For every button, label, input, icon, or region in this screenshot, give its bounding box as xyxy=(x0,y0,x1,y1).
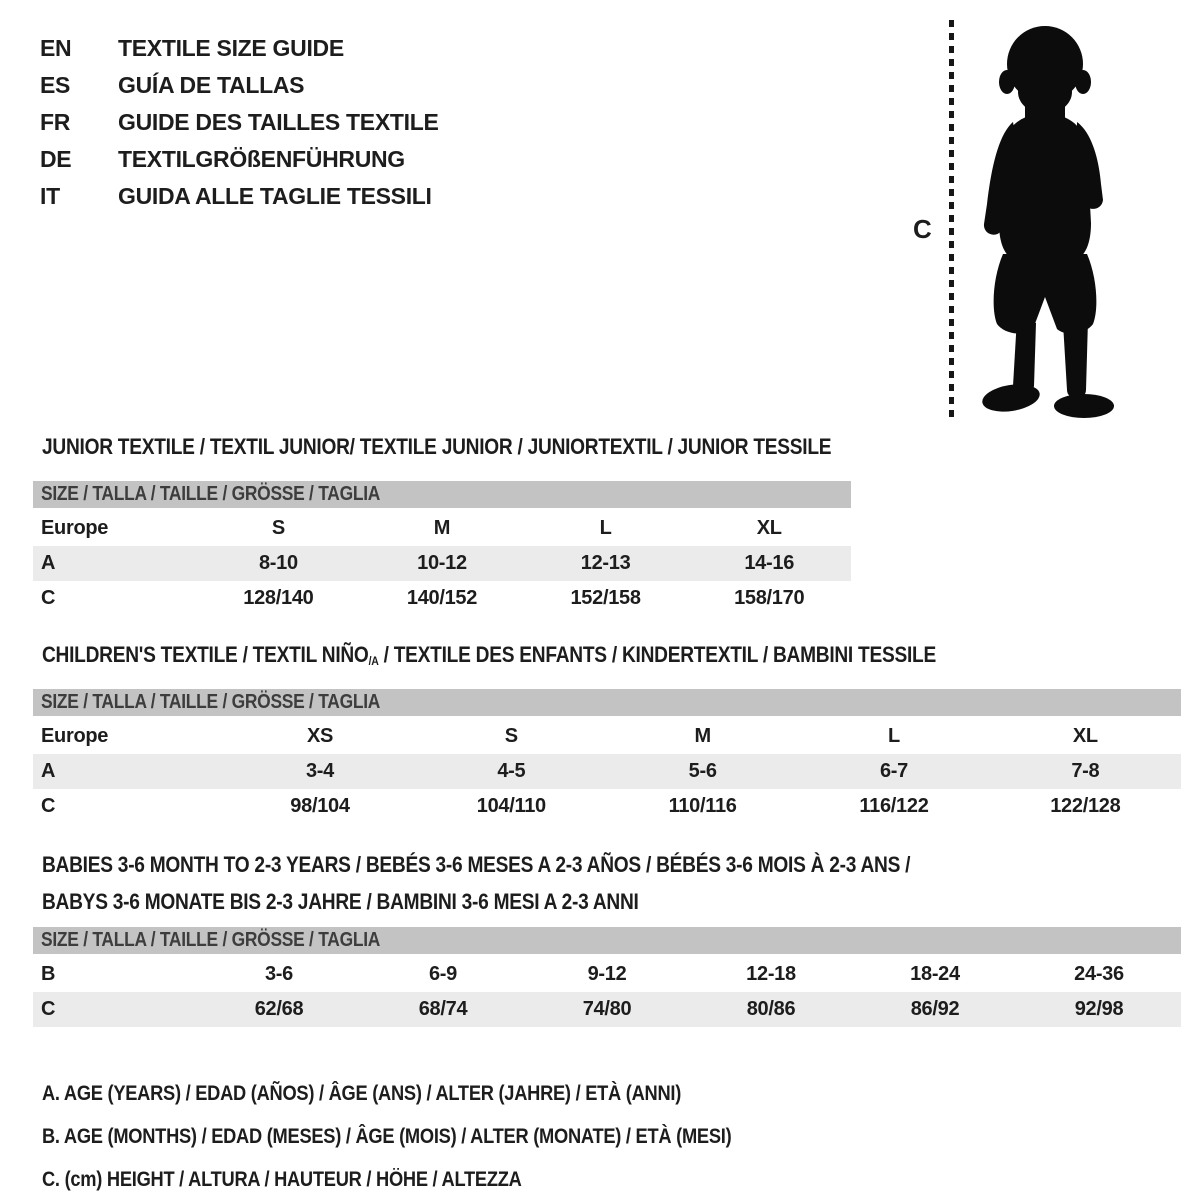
label-cell: Europe xyxy=(41,725,109,747)
size-header-text: SIZE / TALLA / TAILLE / GRÖSSE / TAGLIA xyxy=(41,691,381,713)
size-cell: XL xyxy=(756,517,782,539)
size-cell: 14-16 xyxy=(687,546,851,581)
children-title-subscript: /A xyxy=(368,654,379,669)
size-cell: 158/170 xyxy=(734,587,805,609)
size-cell: 104/110 xyxy=(476,795,546,817)
size-cell: 98/104 xyxy=(290,795,350,817)
label-cell: Europe xyxy=(41,517,109,539)
size-cell: 62/68 xyxy=(197,992,361,1027)
children-title-main: CHILDREN'S TEXTILE / TEXTIL NIÑO xyxy=(42,642,369,667)
language-title: GUIDE DES TAILLES TEXTILE xyxy=(118,109,439,135)
children-section-title-text xyxy=(42,643,936,673)
size-cell: 8-10 xyxy=(197,546,361,581)
legend-line-a-text: A. AGE (YEARS) / EDAD (AÑOS) / ÂGE (ANS) / ALTER (JAHRE) / ETÀ (ANNI) xyxy=(42,1082,682,1105)
language-row xyxy=(40,104,439,141)
label-cell: C xyxy=(41,795,56,817)
height-measure-label: C xyxy=(913,214,932,244)
size-cell: 110/116 xyxy=(668,795,737,817)
size-table-header-row xyxy=(33,689,1181,719)
label-cell: A xyxy=(33,754,224,789)
legend-line-a xyxy=(42,1072,834,1115)
size-cell: 128/140 xyxy=(243,587,314,609)
size-cell: M xyxy=(694,725,711,747)
size-cell: 7-8 xyxy=(990,754,1181,789)
legend-line-b-text: B. AGE (MONTHS) / EDAD (MESES) / ÂGE (MOIS) / ALTER (MONATE) / ETÀ (MESI) xyxy=(42,1125,732,1148)
size-cell: 6-9 xyxy=(428,963,457,985)
size-cell: 9-12 xyxy=(587,963,627,985)
language-code: DE xyxy=(40,146,72,172)
table-row-c xyxy=(33,992,1181,1027)
size-cell: 92/98 xyxy=(1017,992,1181,1027)
table-row-a xyxy=(33,754,1181,789)
junior-section-title-text: JUNIOR TEXTILE / TEXTIL JUNIOR/ TEXTILE JUNIOR / JUNIORTEXTIL / JUNIOR TESSILE xyxy=(42,434,832,459)
label-cell: A xyxy=(33,546,197,581)
measure-legend xyxy=(42,1072,834,1201)
size-header-cell xyxy=(33,481,851,511)
legend-line-c xyxy=(42,1158,834,1201)
size-cell: 122/128 xyxy=(1050,795,1121,817)
children-size-table xyxy=(33,689,1181,824)
language-row xyxy=(40,178,439,215)
babies-title-line1: BABIES 3-6 MONTH TO 2-3 YEARS / BEBÉS 3-6 MESES A 2-3 AÑOS / BÉBÉS 3-6 MOIS À 2-3 ANS / xyxy=(42,852,911,877)
size-cell: L xyxy=(599,517,612,539)
size-cell: 74/80 xyxy=(525,992,689,1027)
size-header-text: SIZE / TALLA / TAILLE / GRÖSSE / TAGLIA xyxy=(41,483,381,505)
language-title: GUÍA DE TALLAS xyxy=(118,72,305,98)
size-cell: 152/158 xyxy=(570,587,641,609)
children-section-title xyxy=(42,643,1070,673)
size-cell: 5-6 xyxy=(607,754,798,789)
size-cell: 68/74 xyxy=(361,992,525,1027)
label-cell: C xyxy=(41,587,56,609)
children-title-rest: / TEXTILE DES ENFANTS / KINDERTEXTIL / BAMBINI TESSILE xyxy=(378,642,936,667)
table-row-b xyxy=(33,957,1181,992)
size-cell: XS xyxy=(306,725,334,747)
babies-size-table xyxy=(33,927,1181,1027)
babies-section-title xyxy=(42,846,1040,920)
language-code: ES xyxy=(40,72,71,98)
legend-line-c-text: C. (cm) HEIGHT / ALTURA / HAUTEUR / HÖHE / ALTEZZA xyxy=(42,1168,522,1191)
language-code: IT xyxy=(40,183,60,209)
language-title-list xyxy=(40,30,439,215)
size-cell: 12-13 xyxy=(524,546,688,581)
table-row-a xyxy=(33,546,851,581)
size-cell: M xyxy=(433,517,451,539)
size-header-cell xyxy=(33,689,1181,719)
size-cell: 86/92 xyxy=(853,992,1017,1027)
size-cell: 18-24 xyxy=(910,963,960,985)
table-row-c xyxy=(33,789,1181,824)
table-row-europe xyxy=(33,719,1181,754)
junior-section-title xyxy=(42,435,949,459)
table-row-c xyxy=(33,581,851,616)
size-cell: 4-5 xyxy=(416,754,607,789)
language-title: TEXTILE SIZE GUIDE xyxy=(118,35,344,61)
size-cell: 140/152 xyxy=(406,587,478,609)
size-table-header-row xyxy=(33,481,851,511)
language-row xyxy=(40,67,439,104)
language-code: FR xyxy=(40,109,71,135)
toddler-silhouette-icon xyxy=(967,18,1137,418)
babies-title-line2: BABYS 3-6 MONATE BIS 2-3 JAHRE / BAMBINI 3-6 MESI A 2-3 ANNI xyxy=(42,889,639,914)
baby-height-figure xyxy=(905,18,1165,422)
size-cell: 6-7 xyxy=(798,754,989,789)
label-cell: C xyxy=(33,992,197,1027)
size-cell: S xyxy=(271,517,285,539)
size-cell: 12-18 xyxy=(746,963,796,985)
size-table-header-row xyxy=(33,927,1181,957)
size-cell: XL xyxy=(1072,725,1098,747)
size-cell: 3-6 xyxy=(264,963,293,985)
language-code: EN xyxy=(40,35,72,61)
language-row xyxy=(40,30,439,67)
size-cell: 80/86 xyxy=(689,992,853,1027)
size-cell: 3-4 xyxy=(224,754,415,789)
size-cell: 10-12 xyxy=(360,546,524,581)
size-cell: S xyxy=(504,725,518,747)
size-cell: 24-36 xyxy=(1074,963,1124,985)
junior-size-table xyxy=(33,481,851,616)
legend-line-b xyxy=(42,1115,834,1158)
language-title: TEXTILGRÖßENFÜHRUNG xyxy=(118,146,405,172)
height-dashed-line xyxy=(949,20,954,418)
table-row-europe xyxy=(33,511,851,546)
label-cell: B xyxy=(41,963,56,985)
language-row xyxy=(40,141,439,178)
size-cell: 116/122 xyxy=(859,795,929,817)
size-header-cell xyxy=(33,927,1181,957)
language-title: GUIDA ALLE TAGLIE TESSILI xyxy=(118,183,432,209)
size-header-text: SIZE / TALLA / TAILLE / GRÖSSE / TAGLIA xyxy=(41,929,381,951)
size-cell: L xyxy=(888,725,900,747)
